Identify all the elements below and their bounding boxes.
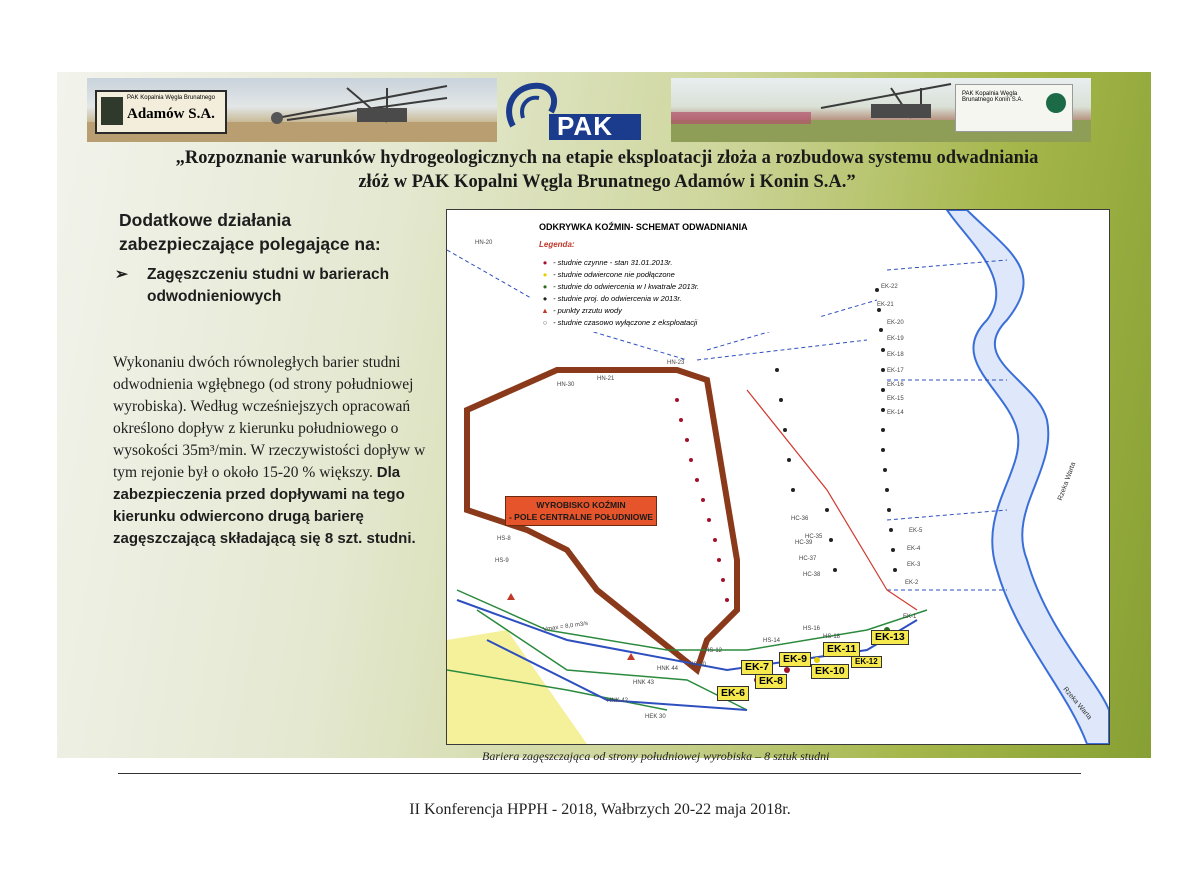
map-point-label: HN-21: [597, 376, 615, 382]
ek-label: EK-9: [779, 652, 811, 667]
map-point-label: HS-18: [823, 634, 841, 640]
adamow-logo-name: Adamów S.A.: [127, 106, 215, 122]
active-well-icon: ●: [542, 258, 548, 267]
river-label: Rzeka Warta: [1061, 685, 1093, 722]
body-paragraph: [89, 352, 441, 550]
map-point-label: EK-3: [907, 562, 921, 568]
map-point-label: EK-1: [903, 614, 917, 620]
map-legend: [531, 218, 821, 332]
section-heading: [89, 208, 441, 256]
legend-row-text: - studnie czasowo wyłączone z eksploatacji: [553, 318, 698, 327]
map-point-label: HS-12: [705, 648, 723, 654]
adamow-banner-image: [87, 78, 497, 142]
legend-row-text: - studnie proj. do odwiercenia w 2013r.: [553, 294, 682, 303]
map-point-label: Vmax = 8,0 m3/s: [542, 620, 589, 634]
legend-row: [539, 318, 697, 327]
slide-title-line-1: „Rozpoznanie warunków hydrogeologicznych na etapie eksploatacji złoża a rozbudowa systemu odwadniania: [175, 148, 1039, 168]
map-point-label: EK-4: [907, 546, 921, 552]
discharge-point-icon: ▲: [541, 306, 549, 315]
planned-q1-well-icon: ●: [542, 282, 548, 291]
adamow-logo: [95, 90, 227, 134]
map-point-label: EK-18: [887, 352, 904, 358]
map-point-label: HS-8: [497, 536, 511, 542]
map-point-label: EK-14: [887, 410, 904, 416]
map-caption: Bariera zagęszczająca od strony południowej wyrobiska – 8 sztuk studni: [482, 749, 830, 763]
map-point-label: EK-19: [887, 336, 904, 342]
map-point-label: EK-22: [881, 284, 898, 290]
map-point-label: EK-16: [887, 382, 904, 388]
ek-label: EK-12: [851, 656, 882, 668]
legend-row: [539, 270, 675, 279]
map-point-label: HC-36: [791, 516, 809, 522]
body-paragraph-bold-text: Dla zabezpieczenia przed dopływami na tego kierunku odwiercono drugą barierę zagęszczającą składającą się 8 szt. studni.: [113, 464, 416, 547]
map-point-label: HN-20: [475, 240, 493, 246]
konin-logo: [955, 84, 1073, 132]
map-point-label: HS-10: [689, 662, 707, 668]
river-warta: [947, 210, 1109, 744]
ek-label: EK-6: [717, 686, 749, 701]
konin-logo-text: PAK Kopalnia Węgla Brunatnego Konin S.A.: [962, 91, 1024, 103]
map-point-label: EK-2: [905, 580, 919, 586]
drilled-well-icon: ●: [542, 270, 548, 279]
sand-area: [447, 630, 587, 744]
legend-label: Legenda:: [539, 240, 575, 249]
map-point-label: EK-17: [887, 368, 904, 374]
legend-row: [539, 258, 672, 267]
bullet-arrow-icon: ➢: [115, 266, 128, 283]
map-point-label: HN-23: [667, 360, 685, 366]
legend-row: [539, 306, 622, 315]
ek-label: EK-8: [755, 674, 787, 689]
adamow-logo-mark: [101, 97, 123, 125]
ek-label: EK-7: [741, 660, 773, 675]
legend-row-text: - studnie odwiercone nie podłączone: [553, 270, 675, 279]
map-point-label: EK-21: [877, 302, 894, 308]
map-point-label: HS-9: [495, 558, 509, 564]
legend-row: [539, 294, 682, 303]
konin-banner-image: [671, 78, 1091, 142]
pit-label-line-2: - POLE CENTRALNE POŁUDNIOWE: [508, 512, 654, 522]
map-point-label: HC-35: [805, 534, 823, 540]
map-point-label: HEK 30: [645, 714, 666, 720]
map-point-label: HNK 44: [657, 666, 679, 672]
ek-label: EK-13: [871, 630, 909, 645]
planned-well-icon: ●: [542, 294, 548, 303]
map-point-label: EK-20: [887, 320, 904, 326]
map-point-label: HNK 43: [633, 680, 655, 686]
legend-title: ODKRYWKA KOŹMIN- SCHEMAT ODWADNIANIA: [539, 222, 748, 232]
pak-logo-text: PAK: [557, 111, 613, 141]
map-point-label: HN-30: [557, 382, 575, 388]
bullet-item: [89, 264, 441, 308]
map-point-label: EK-5: [909, 528, 923, 534]
footer-divider: [118, 773, 1081, 774]
adamow-logo-small-text: PAK Kopalnia Węgla Brunatnego: [127, 95, 215, 101]
pit-label-line-1: WYROBISKO KOŹMIN: [536, 500, 626, 510]
map-point-label: HC-39: [795, 540, 813, 546]
footer-text: II Konferencja HPPH - 2018, Wałbrzych 20-22 maja 2018r.: [409, 801, 791, 818]
slide-title: [87, 146, 1127, 194]
map-point-label: HC-38: [803, 572, 821, 578]
ek-label: EK-10: [811, 664, 849, 679]
body-paragraph-text: Wykonaniu dwóch równoległych barier studni odwodnienia wgłębnego (od strony południowej wyrobiska). Według wcześniejszych opracowań określono dopływ z kierunku południowego o wysokości 35m³/min. W rzeczywistości dopływ w tym rejonie był o około 15-20 % większy.: [113, 354, 426, 481]
bullet-line-1: Zagęszczeniu studni w barierach: [147, 266, 390, 283]
bullet-line-2: odwodnieniowych: [147, 288, 282, 305]
pak-logo: [493, 78, 643, 142]
map-point-label: HS-14: [763, 638, 781, 644]
legend-row-text: - studnie do odwiercenia w I kwatrale 2013r.: [553, 282, 700, 291]
section-heading-line-2: zabezpieczające polegające na:: [119, 234, 381, 254]
river-label: Rzeka Warta: [1056, 461, 1078, 502]
map-point-label: HNK 42: [607, 698, 629, 704]
disabled-well-icon: ○: [542, 318, 548, 327]
map-point-label: EK-15: [887, 396, 904, 402]
konin-logo-mark: [1046, 93, 1066, 113]
legend-row-text: - studnie czynne - stan 31.01.2013r.: [553, 258, 673, 267]
slide-background: [57, 72, 1151, 758]
map-point-label: HS-16: [803, 626, 821, 632]
legend-row-text: - punkty zrzutu wody: [553, 306, 622, 315]
dewatering-map: [446, 209, 1110, 745]
pit-label: [505, 496, 657, 526]
section-heading-line-1: Dodatkowe działania: [119, 210, 292, 230]
slide-title-line-2: złóż w PAK Kopalni Węgla Brunatnego Adamów i Konin S.A.”: [358, 172, 856, 192]
ek-label: EK-11: [823, 642, 860, 657]
legend-row: [539, 282, 699, 291]
map-point-label: HC-37: [799, 556, 817, 562]
left-text-column: [89, 208, 441, 550]
